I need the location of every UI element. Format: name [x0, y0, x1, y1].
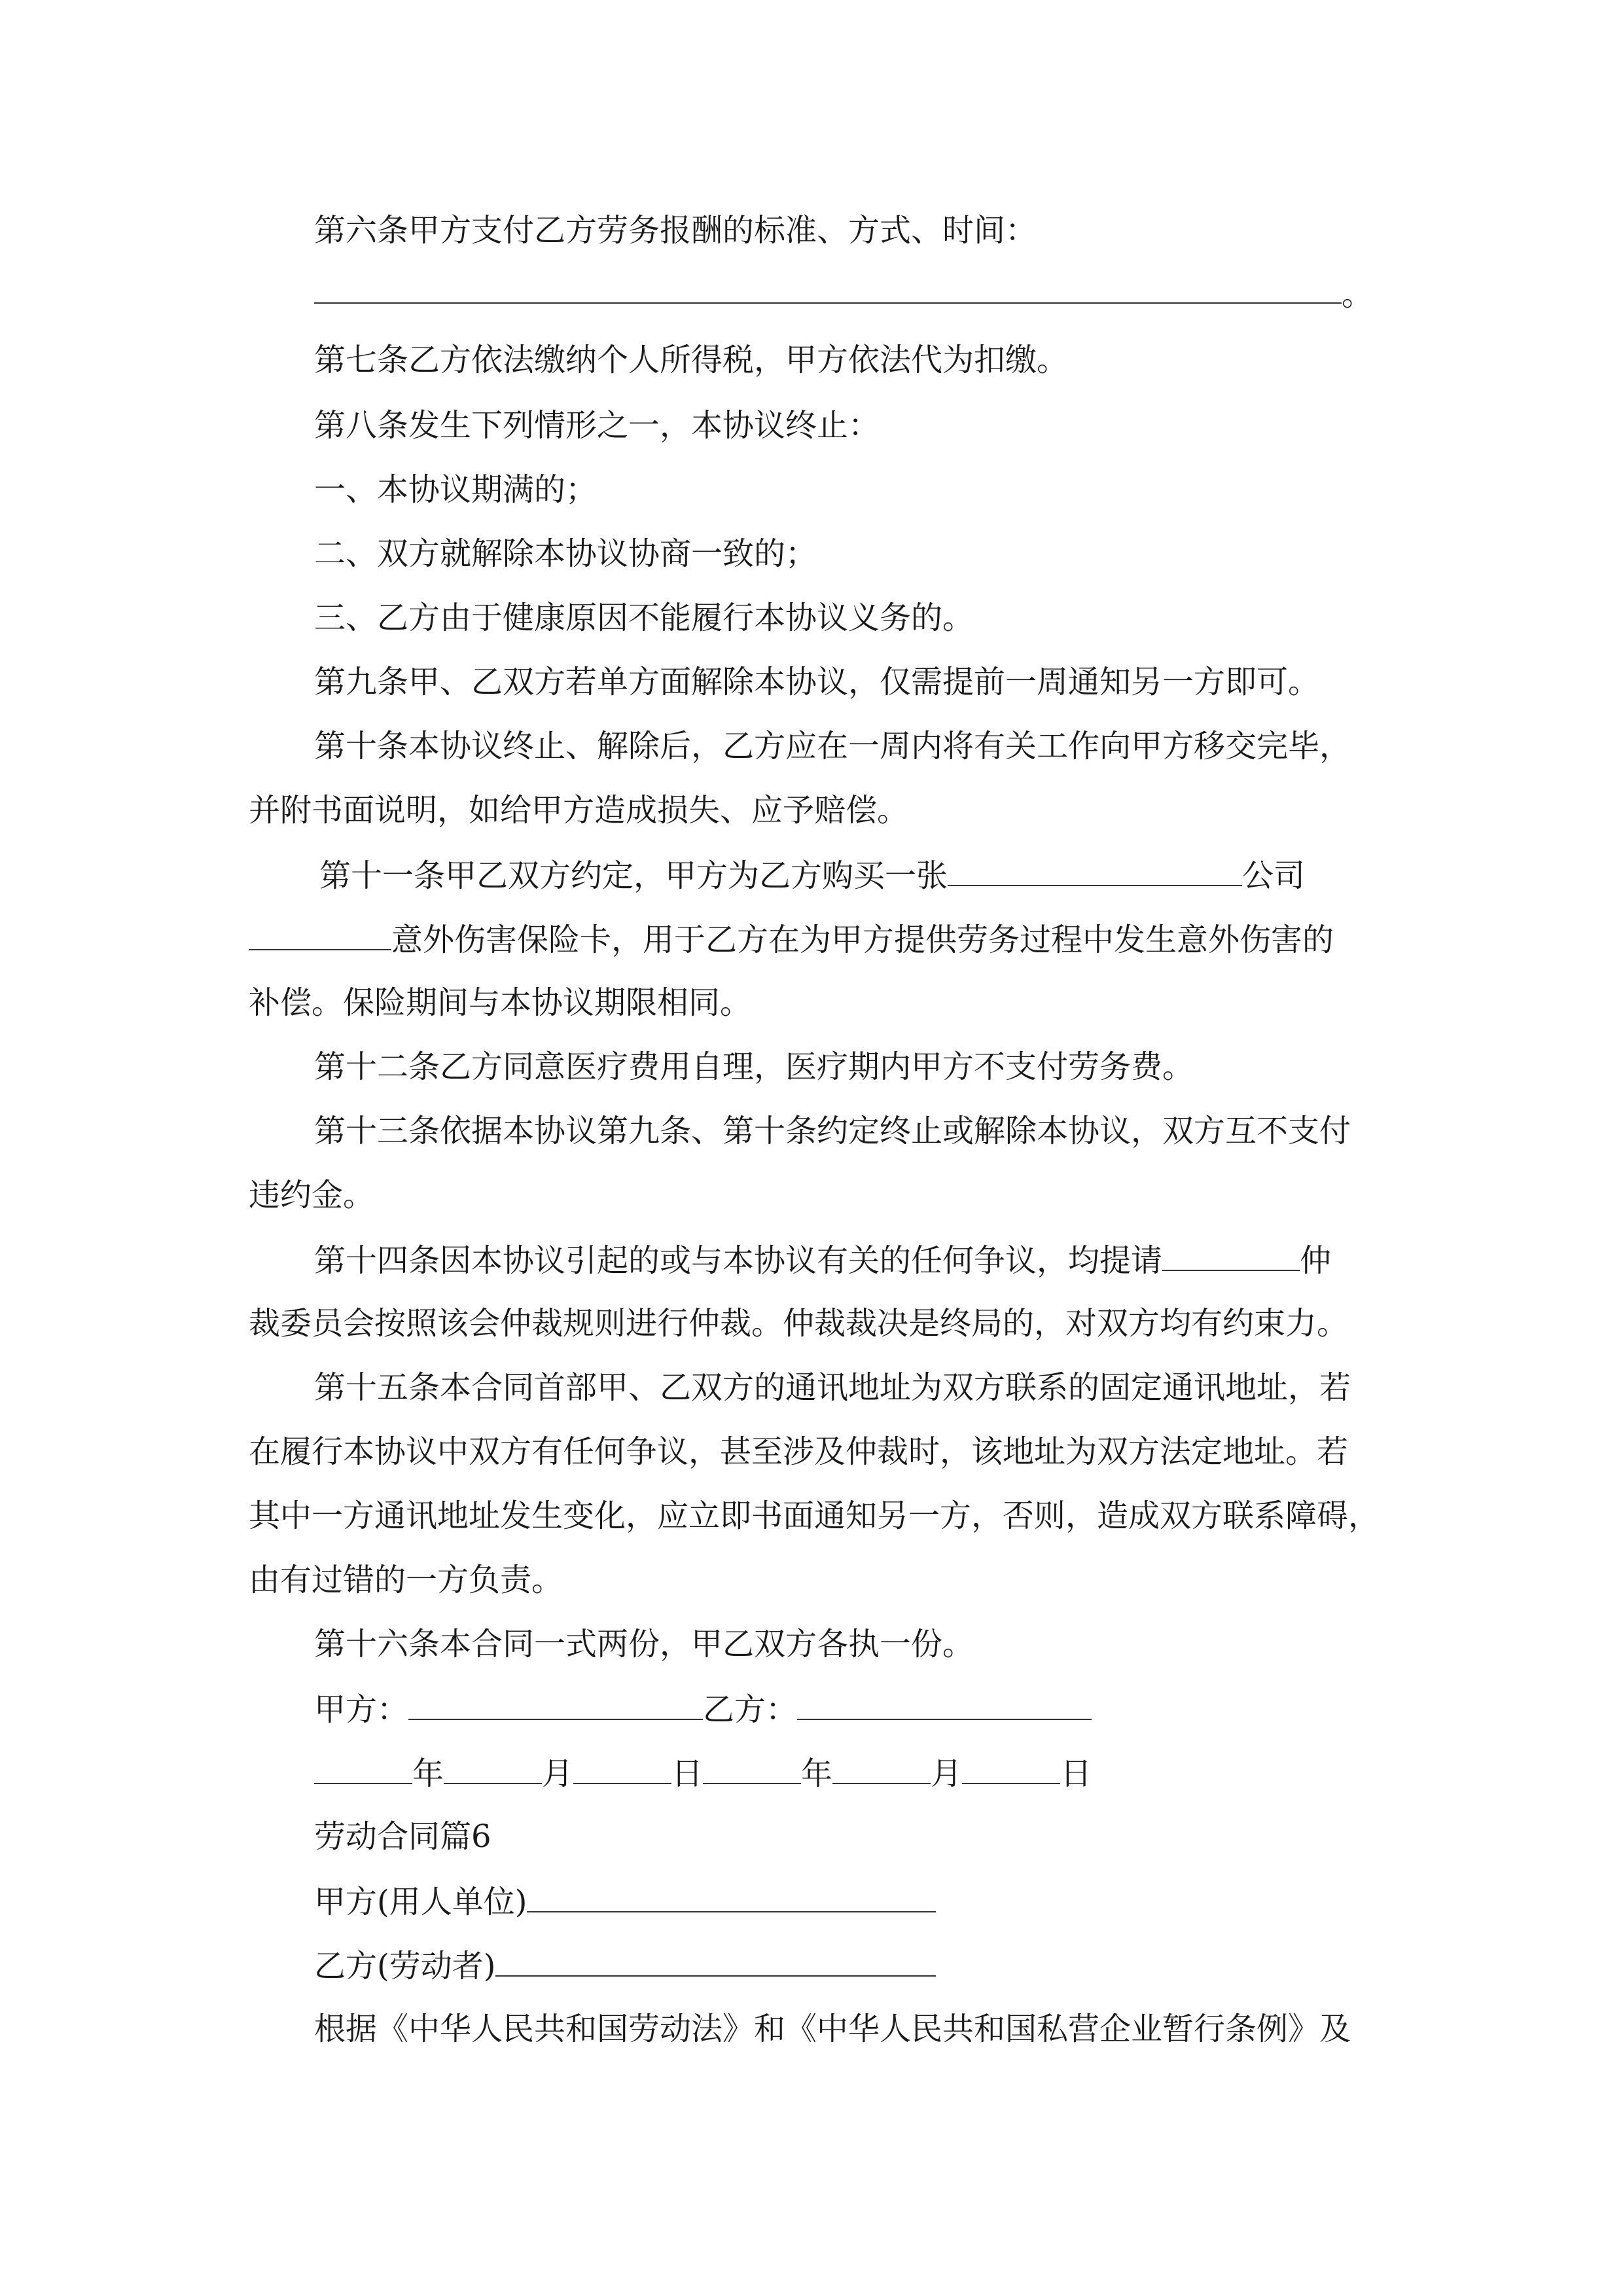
section-heading: 劳动合同篇6 — [314, 1818, 491, 1855]
article-10-cont: 并附书面说明，如给甲方造成损失、应予赔偿。 — [249, 792, 909, 829]
article-8-item-2: 二、双方就解除本协议协商一致的； — [314, 535, 817, 572]
article-10: 第十条本协议终止、解除后，乙方应在一周内将有关工作向甲方移交完毕， — [314, 728, 1351, 764]
blank-month-a — [444, 1753, 542, 1784]
blank-line-article-6 — [314, 302, 1342, 304]
blank-year-b — [703, 1753, 801, 1784]
article-8-item-1: 一、本协议期满的； — [314, 471, 597, 508]
article-16: 第十六条本合同一式两份，甲乙双方各执一份。 — [314, 1626, 974, 1662]
article-12: 第十二条乙方同意医疗费用自理，医疗期内甲方不支付劳务费。 — [314, 1049, 1194, 1085]
article-15-cont-3: 由有过错的一方负责。 — [249, 1562, 563, 1598]
blank-day-b — [962, 1753, 1060, 1784]
article-6: 第六条甲方支付乙方劳务报酬的标准、方式、时间： — [314, 212, 1037, 249]
blank-employee — [495, 1945, 936, 1977]
article-15-cont-2: 其中一方通讯地址发生变化，应立即书面通知另一方，否则，造成双方联系障碍， — [249, 1498, 1380, 1534]
article-13: 第十三条依据本协议第九条、第十条约定终止或解除本协议，双方互不支付 — [314, 1113, 1351, 1149]
blank-party-a-signature — [408, 1689, 703, 1720]
article-15: 第十五条本合同首部甲、乙双方的通讯地址为双方联系的固定通讯地址，若 — [314, 1369, 1351, 1406]
article-9: 第九条甲、乙双方若单方面解除本协议，仅需提前一周通知另一方即可。 — [314, 664, 1320, 700]
preamble: 根据《中华人民共和国劳动法》和《中华人民共和国私营企业暂行条例》及 — [314, 2011, 1351, 2047]
article-11-cont-2: 补偿。保险期间与本协议期限相同。 — [249, 984, 752, 1021]
blank-insurance-company — [948, 855, 1242, 886]
article-8-item-3: 三、乙方由于健康原因不能履行本协议义务的。 — [314, 600, 974, 636]
article-14-cont: 裁委员会按照该会仲裁规则进行仲裁。仲裁裁决是终局的，对双方均有约束力。 — [249, 1305, 1349, 1342]
article-7: 第七条乙方依法缴纳个人所得税，甲方依法代为扣缴。 — [314, 342, 1069, 378]
employer-field: 甲方(用人单位) — [314, 1881, 936, 1920]
signature-dates: 年 月 日 年 月 日 — [314, 1753, 1092, 1792]
article-8: 第八条发生下列情形之一，本协议终止： — [314, 407, 880, 444]
blank-party-b-signature — [797, 1689, 1092, 1720]
blank-arbitration-commission — [1162, 1240, 1300, 1271]
blank-employer — [527, 1881, 936, 1912]
employee-field: 乙方(劳动者) — [314, 1945, 936, 1984]
signature-parties: 甲方： 乙方： — [314, 1689, 1092, 1728]
article-11-cont-1: 意外伤害保险卡，用于乙方在为甲方提供劳务过程中发生意外伤害的 — [249, 919, 1334, 958]
article-13-cont: 违约金。 — [249, 1177, 375, 1213]
blank-month-b — [832, 1753, 931, 1784]
article-15-cont-1: 在履行本协议中双方有任何争议，甚至涉及仲裁时，该地址为双方法定地址。若 — [249, 1433, 1349, 1470]
article-14: 第十四条因本协议引起的或与本协议有关的任何争议，均提请 仲 — [314, 1240, 1331, 1279]
article-11: 第十一条甲乙双方约定，甲方为乙方购买一张 公司 — [319, 855, 1305, 894]
blank-insurance-type — [249, 919, 391, 950]
blank-year-a — [314, 1753, 412, 1784]
article-6-period: 。 — [1342, 276, 1374, 313]
blank-day-a — [573, 1753, 671, 1784]
